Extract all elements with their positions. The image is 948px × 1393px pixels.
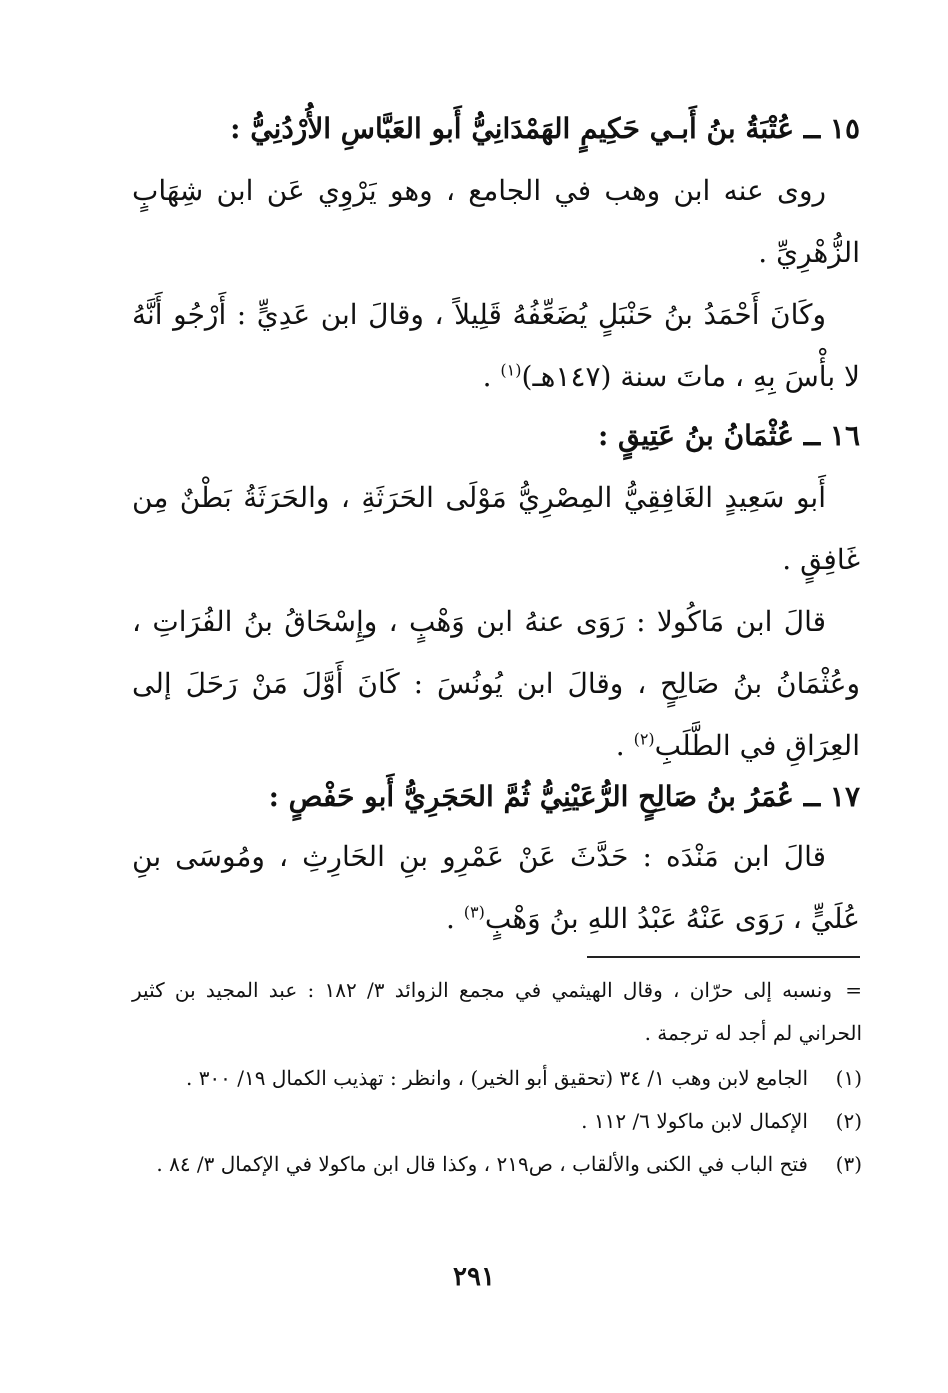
footnote-2 bbox=[132, 1100, 862, 1143]
footnote-reference[interactable]: (١) bbox=[500, 360, 522, 380]
entry-16-heading: ١٦ ــ عُثْمَانُ بنُ عَتِيقٍ : bbox=[597, 419, 860, 452]
entry-15-paragraph bbox=[132, 160, 860, 284]
entry-15-heading: ١٥ ــ عُتْبَةُ بنُ أَبـي حَكِيمٍ الهَمْدَانِيُّ أَبو العَبَّاسِ الأُرْدُنِيُّ : bbox=[230, 112, 860, 145]
entry-15-paragraph: وكَانَ أَحْمَدُ بنُ حَنْبَلٍ يُضَعِّفُهُ قَلِيلاً ، وقالَ ابن عَدِيٍّ : أَرْجُو أَنَّهُ لا بأْسَ بِهِ ، ماتَ سنة (١٤٧هـ)$^{(١)}$ . bbox=[132, 298, 860, 393]
paragraph-text: روى عنه ابن وهب في الجامع ، وهو يَرْوِي عَن ابن شِهَابٍ الزُّهْرِيِّ . bbox=[132, 174, 860, 269]
footnote-1 bbox=[132, 1057, 862, 1100]
footnote-continuation bbox=[132, 969, 862, 1055]
entry-16-paragraph: قالَ ابن مَاكُولا : رَوَى عنهُ ابن وَهْبٍ ، وإِسْحَاقُ بنُ الفُرَاتِ ، وعُثْمَانُ بنُ صَالِحٍ ، وقالَ ابن يُونُسَ : كَانَ أَوَّلَ مَنْ رَحَلَ إلى العِرَاقِ في الطَّلَبِ$^{(٢)}$ . bbox=[132, 605, 860, 762]
paragraph-text: أَبو سَعِيدٍ الغَافِقِيُّ المِصْرِيُّ مَوْلَى الحَرَثَةِ ، والحَرَثَةُ بَطْنٌ مِن غَافِقٍ . bbox=[132, 481, 860, 576]
continuation-marker: = bbox=[845, 978, 862, 1002]
footnote-marker: (٣) bbox=[835, 1152, 862, 1176]
footnote-separator bbox=[587, 956, 860, 958]
footnote-marker: (١) bbox=[835, 1066, 862, 1090]
footnote-text: ونسبه إلى حرّان ، وقال الهيثمي في مجمع الزوائد ٣/ ١٨٢ : عبد المجيد بن كثير الحراني لم أجد له ترجمة . bbox=[132, 978, 862, 1045]
paragraph-text: وكَانَ أَحْمَدُ بنُ حَنْبَلٍ يُضَعِّفُهُ قَلِيلاً ، وقالَ ابن عَدِيٍّ : أَرْجُو أَنَّهُ لا بأْسَ بِهِ ، ماتَ سنة (١٤٧هـ) bbox=[132, 298, 860, 393]
footnote-3 bbox=[132, 1143, 862, 1186]
entry-17-paragraph: قالَ ابن مَنْدَه : حَدَّثَ عَنْ عَمْرِو بنِ الحَارِثِ ، ومُوسَى بنِ عُلَيٍّ ، رَوَى عَنْهُ عَبْدُ اللهِ بنُ وَهْبٍ$^{(٣)}$ . bbox=[132, 840, 860, 935]
footnote-text: الإكمال لابن ماكولا ٦/ ١١٢ . bbox=[581, 1109, 808, 1133]
entry-16-paragraph bbox=[132, 467, 860, 591]
footnote-text: فتح الباب في الكنى والألقاب ، ص٢١٩ ، وكذا قال ابن ماكولا في الإكمال ٣/ ٨٤ . bbox=[156, 1152, 808, 1176]
page-number: ٢٩١ bbox=[453, 1262, 495, 1292]
paragraph-text: قالَ ابن مَاكُولا : رَوَى عنهُ ابن وَهْبٍ ، وإِسْحَاقُ بنُ الفُرَاتِ ، وعُثْمَانُ بنُ صَالِحٍ ، وقالَ ابن يُونُسَ : كَانَ أَوَّلَ مَنْ رَحَلَ إلى العِرَاقِ في الطَّلَبِ bbox=[132, 605, 860, 762]
footnote-text: الجامع لابن وهب ١/ ٣٤ (تحقيق أبو الخير) ، وانظر : تهذيب الكمال ١٩/ ٣٠٠ . bbox=[185, 1066, 808, 1090]
footnote-reference[interactable]: (٣) bbox=[463, 902, 485, 922]
footnote-reference[interactable]: (٢) bbox=[633, 729, 655, 749]
footnote-marker: (٢) bbox=[835, 1109, 862, 1133]
entry-17-heading: ١٧ ــ عُمَرُ بنُ صَالِحٍ الرُّعَيْنِيُّ ثُمَّ الحَجَرِيُّ أَبو حَفْصٍ : bbox=[268, 780, 860, 813]
paragraph-text: قالَ ابن مَنْدَه : حَدَّثَ عَنْ عَمْرِو بنِ الحَارِثِ ، ومُوسَى بنِ عُلَيٍّ ، رَوَى عَنْهُ عَبْدُ اللهِ بنُ وَهْبٍ bbox=[132, 840, 860, 935]
